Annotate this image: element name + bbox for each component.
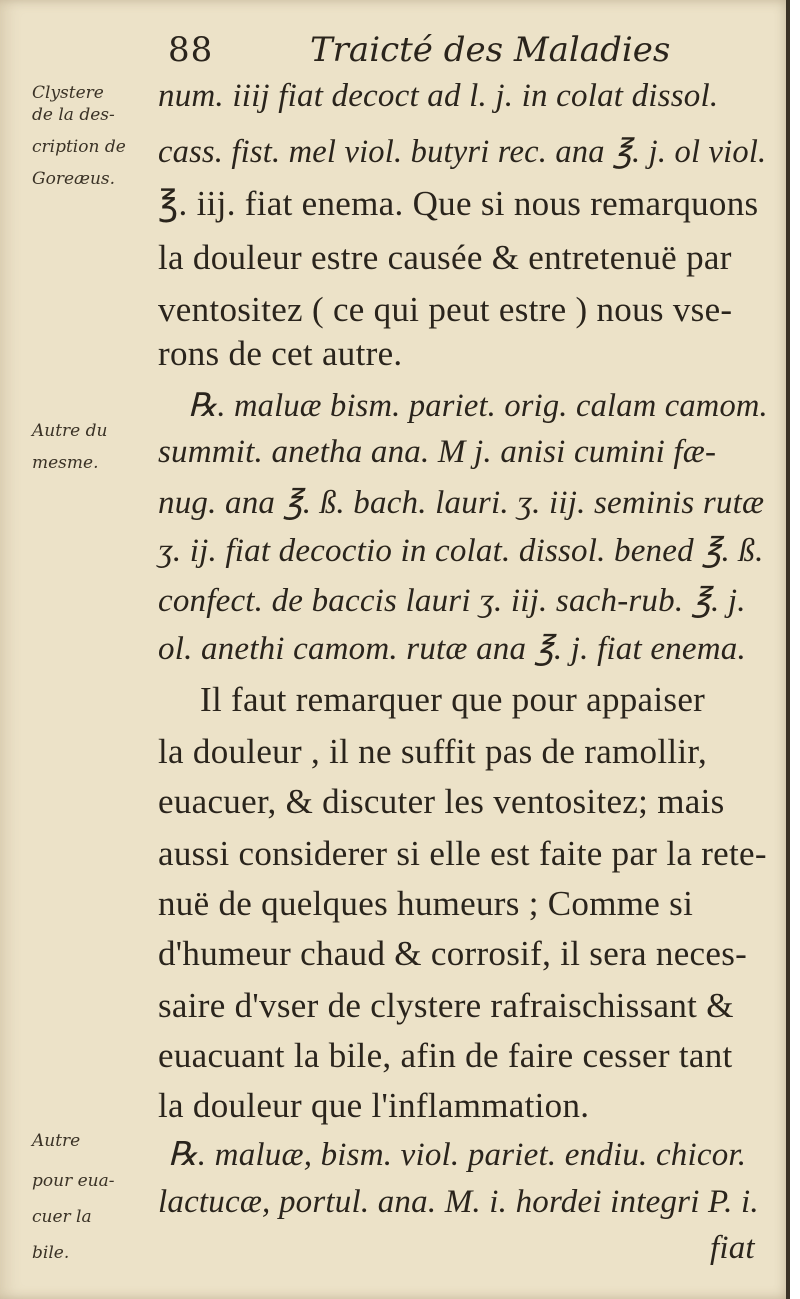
catchword: fiat <box>710 1230 755 1266</box>
text-line: la douleur , il ne suffit pas de ramollir, <box>158 732 708 771</box>
margin-note-line: Autre du <box>32 421 108 441</box>
text-line: summit. anetha ana. M j. anisi cumini fæ- <box>158 434 717 470</box>
text-line: d'humeur chaud & corrosif, il sera neces- <box>158 934 748 973</box>
page-number: 88 <box>168 30 214 70</box>
text-line: cass. fist. mel viol. butyri rec. ana ℥. j. ol viol. <box>158 134 767 170</box>
text-line: Il faut remarquer que pour appaiser <box>200 680 706 719</box>
text-line: aussi considerer si elle est faite par la rete- <box>158 834 767 873</box>
margin-note-line: Goreæus. <box>32 169 116 189</box>
text-line: ℥. iij. fiat enema. Que si nous remarquons <box>158 184 759 223</box>
text-line: rons de cet autre. <box>158 334 403 373</box>
text-line: euacuer, & discuter les ventositez; mais <box>158 782 725 821</box>
text-line: ventositez ( ce qui peut estre ) nous vse- <box>158 290 733 329</box>
margin-note-line: pour eua- <box>32 1171 115 1191</box>
text-line: ℞. maluæ, bism. viol. pariet. endiu. chicor. <box>168 1137 747 1173</box>
margin-note-line: mesme. <box>32 453 99 473</box>
page-header <box>0 26 790 76</box>
text-line: la douleur que l'inflammation. <box>158 1086 590 1125</box>
text-line: ol. anethi camom. rutæ ana ℥. j. fiat enema. <box>158 631 746 667</box>
page-edge <box>786 0 790 1299</box>
margin-note-line: Autre <box>32 1131 81 1151</box>
text-line: saire d'vser de clystere rafraischissant & <box>158 986 734 1025</box>
text-line: la douleur estre causée & entretenuë par <box>158 238 732 277</box>
margin-note-line: de la des- <box>32 105 115 125</box>
margin-note-line: Clystere <box>32 83 104 103</box>
running-title: Traicté des Maladies <box>310 30 671 70</box>
margin-note-line: cuer la <box>32 1207 92 1227</box>
margin-note-autre-bile <box>32 1130 152 1264</box>
text-line: nug. ana ℥. ß. bach. lauri. ʒ. iij. seminis rutæ <box>158 485 765 521</box>
margin-note-line: bile. <box>32 1243 70 1263</box>
margin-note-autre-du-mesme <box>32 420 152 474</box>
text-line: euacuant la bile, afin de faire cesser tant <box>158 1036 733 1075</box>
margin-note-line: cription de <box>32 137 126 157</box>
margin-note-clystere <box>32 82 152 190</box>
text-line: num. iiij fiat decoct ad l. j. in colat dissol. <box>158 78 719 114</box>
text-line: nuë de quelques humeurs ; Comme si <box>158 884 694 923</box>
text-line: lactucæ, portul. ana. M. i. hordei integri P. i. <box>158 1184 759 1220</box>
text-line: ʒ. ij. fiat decoctio in colat. dissol. bened ℥. ß. <box>158 533 764 569</box>
text-line: ℞. maluæ bism. pariet. orig. calam camom. <box>188 388 768 424</box>
text-line: confect. de baccis lauri ʒ. iij. sach-rub. ℥. j. <box>158 583 746 619</box>
